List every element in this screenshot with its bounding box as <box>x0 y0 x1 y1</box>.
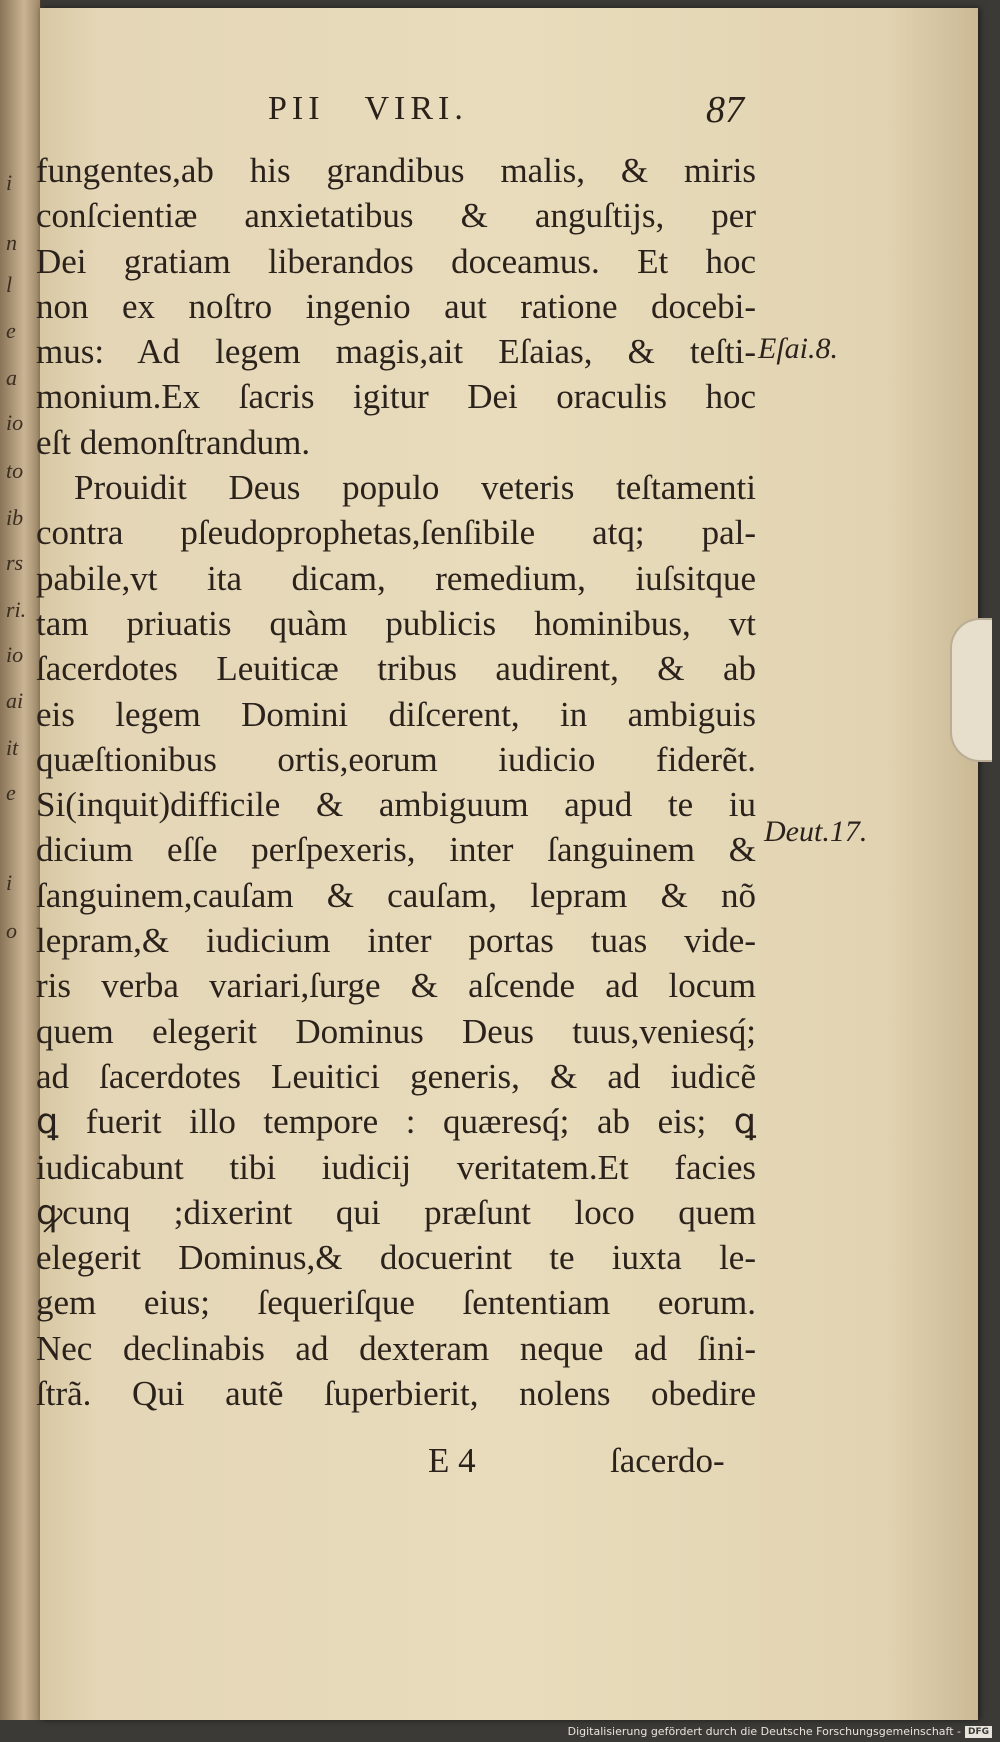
text-line: non ex noſtro ingenio aut ratione docebi- <box>36 286 756 326</box>
text-line: ꝙcunq ;dixerint qui præſunt loco quem <box>36 1192 756 1232</box>
text-line: ſanguinem,cauſam & cauſam, lepram & nõ <box>36 875 756 915</box>
facing-page-fragment: io <box>6 410 24 435</box>
text-line: quæſtionibus ortis,eorum iudicio fiderẽt. <box>36 739 756 779</box>
text-line: Si(inquit)difficile & ambiguum apud te iu <box>36 785 756 825</box>
text-line: Prouidit Deus populo veteris teſtamenti <box>74 468 756 508</box>
page-header <box>0 90 1000 140</box>
facing-page-fragment: io <box>6 642 24 667</box>
facing-page-fragment: e <box>6 318 16 343</box>
text-line: Dei gratiam liberandos doceamus. Et hoc <box>36 241 756 281</box>
text-line: ris verba variari,ſurge & aſcende ad locum <box>36 966 756 1006</box>
text-line: contra pſeudoprophetas,ſenſibile atq; pal- <box>36 513 756 553</box>
facing-page-fragment: ri. <box>6 597 27 622</box>
text-line: eſt demonſtrandum. <box>36 422 311 462</box>
text-line: elegerit Dominus,& docuerint te iuxta le- <box>36 1238 756 1278</box>
text-line: lepram,& iudicium inter portas tuas vide- <box>36 921 756 961</box>
text-line: ſtrã. Qui autẽ ſuperbierit, nolens obedire <box>36 1374 756 1414</box>
text-line: ad ſacerdotes Leuitici generis, & ad iudicẽ <box>36 1056 756 1096</box>
margin-note-esai: Eſai.8. <box>758 332 838 365</box>
text-line: iudicabunt tibi iudicij veritatem.Et facies <box>36 1147 756 1187</box>
page-footer <box>0 1441 1000 1501</box>
facing-page-fragment: i <box>6 870 13 895</box>
text-line: tam priuatis quàm publicis hominibus, vt <box>36 603 756 643</box>
facing-page-fragment: o <box>6 918 17 943</box>
facing-page-fragment: i <box>6 170 13 195</box>
page-number: 87 <box>706 89 744 131</box>
digitization-credit <box>568 1725 992 1738</box>
text-line: conſcientiæ anxietatibus & anguſtijs, per <box>36 196 756 236</box>
facing-page-fragment: n <box>6 230 17 255</box>
facing-page-fragment: rs <box>6 550 24 575</box>
signature-mark: E 4 <box>428 1441 476 1480</box>
text-line: gem eius; ſequeriſque ſententiam eorum. <box>36 1283 756 1323</box>
catchword: ſacerdo- <box>610 1441 725 1480</box>
dfg-logo-icon: DFG <box>965 1726 992 1738</box>
page-clip-tab <box>950 618 992 762</box>
text-line: ſacerdotes Leuiticæ tribus audirent, & ab <box>36 649 756 689</box>
credit-text: Digitalisierung gefördert durch die Deutsche Forschungsgemeinschaft - <box>567 1725 961 1738</box>
facing-page-fragment: a <box>6 365 17 390</box>
margin-note-deut: Deut.17. <box>764 815 868 848</box>
main-text <box>36 148 756 1416</box>
facing-page-fragment: ai <box>6 688 24 713</box>
text-line: fungentes,ab his grandibus malis, & miris <box>36 151 756 190</box>
text-line: dicium eſſe perſpexeris, inter ſanguinem & <box>36 830 756 870</box>
text-line: monium.Ex ſacris igitur Dei oraculis hoc <box>36 377 756 417</box>
facing-page-fragment: l <box>6 272 13 297</box>
facing-page-fragment: ib <box>6 505 24 530</box>
running-title: PII VIRI. <box>268 90 468 127</box>
text-line: pabile,vt ita dicam, remedium, iuſsitque <box>36 558 756 598</box>
text-line: ꝗ fuerit illo tempore : quæresq́; ab eis; ꝗ <box>36 1102 756 1142</box>
text-line: quem elegerit Dominus Deus tuus,veniesq́; <box>36 1011 756 1051</box>
facing-page-fragment: e <box>6 780 16 805</box>
facing-page-fragment: it <box>6 735 19 760</box>
text-line: eis legem Domini diſcerent, in ambiguis <box>36 694 756 734</box>
facing-page-fragment: to <box>6 458 24 483</box>
text-line: mus: Ad legem magis,ait Eſaias, & teſti- <box>36 332 756 372</box>
text-line: Nec declinabis ad dexteram neque ad ſini- <box>36 1328 756 1368</box>
